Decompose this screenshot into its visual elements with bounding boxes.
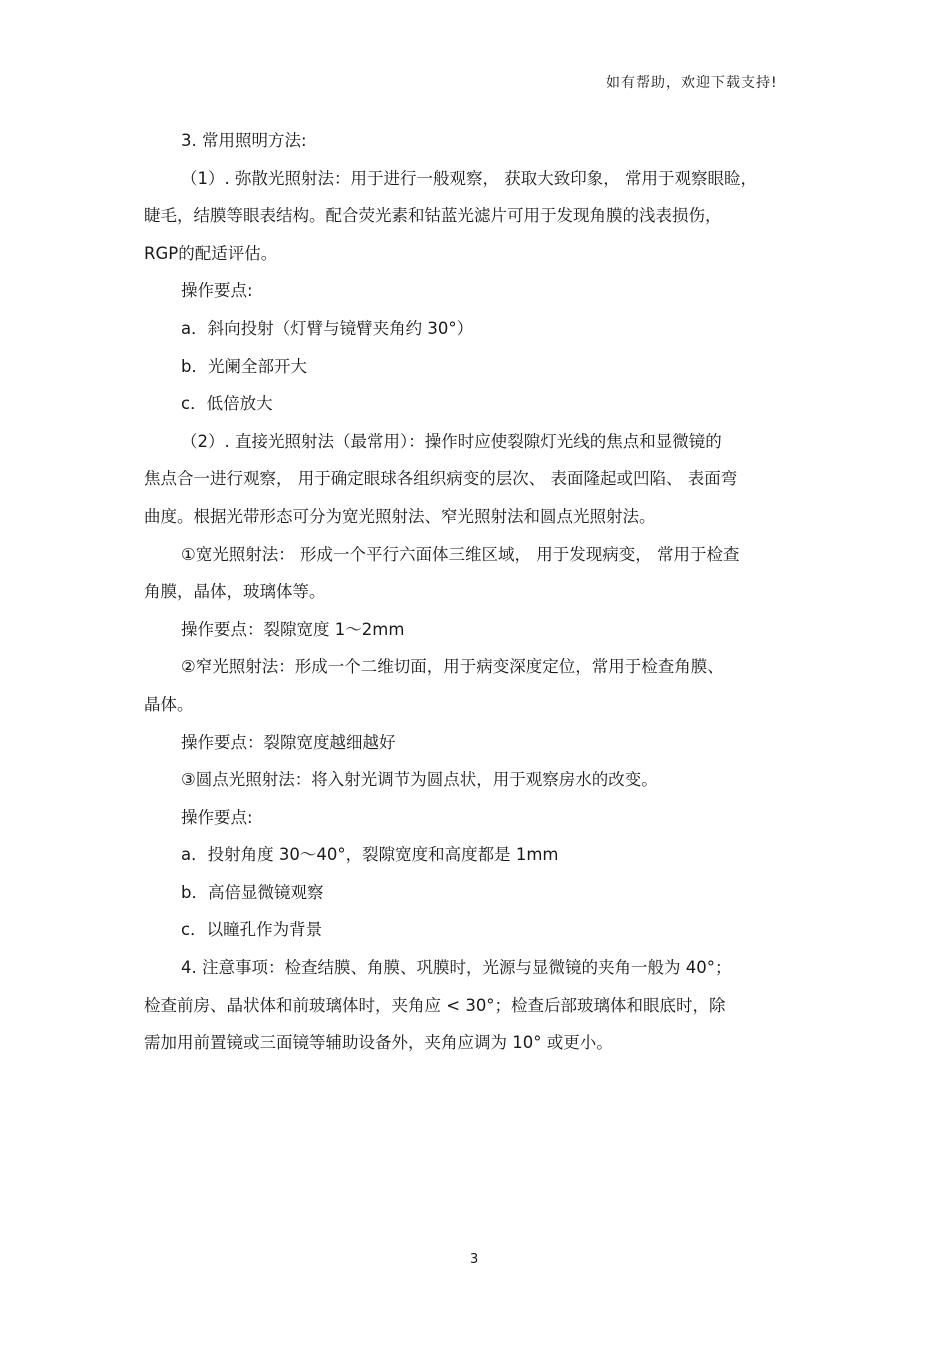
text-line: 操作要点：裂隙宽度越细越好 [181, 732, 396, 752]
text-line: 晶体。 [144, 694, 194, 714]
text-line: b．高倍显微镜观察 [181, 882, 324, 902]
text-line: c．低倍放大 [181, 394, 273, 414]
text-line: 角膜，晶体，玻璃体等。 [144, 582, 326, 602]
text-line: c．以瞳孔作为背景 [181, 920, 323, 940]
text-line: a．斜向投射（灯臂与镜臂夹角约 30°） [181, 318, 474, 338]
text-line: 需加用前置镜或三面镜等辅助设备外，夹角应调为 10° 或更小。 [144, 1033, 613, 1053]
text-line: 焦点合一进行观察， 用于确定眼球各组织病变的层次、 表面隆起或凹陷、 表面弯 [144, 469, 738, 489]
text-line: RGP的配适评估。 [144, 243, 278, 263]
text-line: 4. 注意事项：检查结膜、角膜、巩膜时，光源与显微镜的夹角一般为 40°； [181, 958, 732, 978]
text-line: （1）. 弥散光照射法：用于进行一般观察， 获取大致印象， 常用于观察眼睑， [181, 168, 757, 188]
text-line: ①宽光照射法： 形成一个平行六面体三维区域， 用于发现病变， 常用于检查 [181, 544, 740, 564]
text-line: ②窄光照射法：形成一个二维切面，用于病变深度定位，常用于检查角膜、 [181, 657, 724, 677]
document-body [144, 122, 814, 1062]
header-note: 如有帮助，欢迎下载支持! [606, 75, 778, 91]
text-line: （2）. 直接光照射法（最常用）：操作时应使裂隙灯光线的焦点和显微镜的 [181, 431, 722, 451]
text-line: 3. 常用照明方法: [181, 131, 307, 150]
page-number: 3 [470, 1252, 479, 1267]
text-line: 检查前房、晶状体和前玻璃体时，夹角应 < 30°；检查后部玻璃体和眼底时，除 [144, 995, 726, 1015]
text-line: b．光阑全部开大 [181, 356, 307, 376]
text-line: 曲度。根据光带形态可分为宽光照射法、窄光照射法和圆点光照射法。 [144, 506, 656, 526]
text-line: 睫毛，结膜等眼表结构。配合荧光素和钴蓝光滤片可用于发现角膜的浅表损伤， [144, 206, 722, 226]
text-line: 操作要点：裂隙宽度 1～2mm [181, 619, 405, 639]
text-line: 操作要点: [181, 281, 253, 301]
text-line: ③圆点光照射法：将入射光调节为圆点状，用于观察房水的改变。 [181, 770, 658, 790]
text-line: 操作要点: [181, 807, 253, 827]
text-line: a．投射角度 30～40°，裂隙宽度和高度都是 1mm [181, 845, 559, 865]
